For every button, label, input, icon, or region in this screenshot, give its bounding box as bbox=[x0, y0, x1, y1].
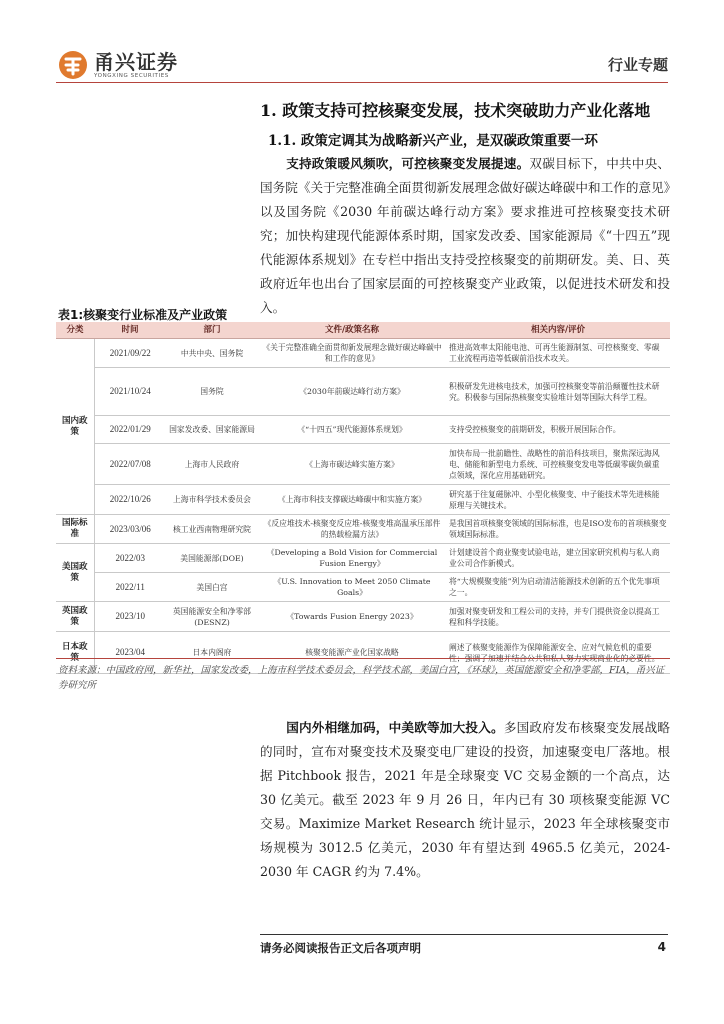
col-header-document: 文件/政策名称 bbox=[258, 322, 446, 339]
document-cell: 《上海市科技支撑碳达峰碳中和实施方案》 bbox=[258, 485, 446, 515]
document-cell: 核聚变能源产业化国家战略 bbox=[258, 632, 446, 674]
content-cell: 将“大规模聚变能”列为启动清洁能源技术创新的五个优先事项之一。 bbox=[446, 573, 670, 602]
table-row bbox=[56, 416, 670, 444]
table-row bbox=[56, 444, 670, 485]
time-cell: 2023/10 bbox=[94, 602, 166, 632]
paragraph-lead: 国内外相继加码，中美欧等加大投入。 bbox=[286, 720, 504, 735]
content-cell: 计划建设首个商业聚变试验电站，建立国家研究机构与私人商业公司合作新模式。 bbox=[446, 544, 670, 573]
document-cell: 《U.S. Innovation to Meet 2050 Climate Goals》 bbox=[258, 573, 446, 602]
content-cell: 推进高效率太阳能电池、可再生能源制氢、可控核聚变、零碳工业流程再造等低碳前沿技术攻关。 bbox=[446, 339, 670, 368]
category-cell: 美国政策 bbox=[56, 544, 94, 602]
paragraph-policy bbox=[260, 152, 670, 320]
content-cell: 研究基于往复磁脉冲、小型化核聚变、中子能技术等先进核能原理与关键技术。 bbox=[446, 485, 670, 515]
time-cell: 2022/03 bbox=[94, 544, 166, 573]
content-cell: 积极研发先进核电技术，加强可控核聚变等前沿颠覆性技术研究。积极参与国际热核聚变实验堆计划等国际大科学工程。 bbox=[446, 368, 670, 416]
policy-table bbox=[56, 322, 670, 674]
col-header-category: 分类 bbox=[56, 322, 94, 339]
department-cell: 核工业西南物理研究院 bbox=[166, 515, 258, 544]
department-cell: 英国能源安全和净零部(DESNZ) bbox=[166, 602, 258, 632]
category-cell: 国际标准 bbox=[56, 515, 94, 544]
document-cell: 《关于完整准确全面贯彻新发展理念做好碳达峰碳中和工作的意见》 bbox=[258, 339, 446, 368]
time-cell: 2021/09/22 bbox=[94, 339, 166, 368]
content-cell: 加强对聚变研发和工程公司的支持，并专门提供资金以提高工程和科学技能。 bbox=[446, 602, 670, 632]
content-cell: 阐述了核聚变能源作为保障能源安全、应对气候危机的重要性；强调了加速并结合公共和私人努力实现商业化的必要性。 bbox=[446, 632, 670, 674]
logo-chinese-name: 甬兴证券 bbox=[94, 50, 178, 74]
table-row bbox=[56, 602, 670, 632]
report-type-tag: 行业专题 bbox=[607, 56, 668, 74]
time-cell: 2022/07/08 bbox=[94, 444, 166, 485]
col-header-department: 部门 bbox=[166, 322, 258, 339]
table-bottom-rule bbox=[56, 658, 670, 659]
paragraph-body: 双碳目标下，中共中央、国务院《关于完整准确全面贯彻新发展理念做好碳达峰碳中和工作的意见》以及国务院《2030 年前碳达峰行动方案》要求推进可控核聚变技术研究；加快构建现代能源体系时期，国家发改委、国家能源局《“十四五”现代能源体系规划》在专栏中指出支持受控核聚变的前期研发。美、日、英政府近年也出台了国家层面的可控核聚变产业政策，以促进技术研发和投入。 bbox=[260, 156, 671, 315]
department-cell: 美国白宫 bbox=[166, 573, 258, 602]
col-header-time: 时间 bbox=[94, 322, 166, 339]
paragraph-lead: 支持政策暖风频吹，可控核聚变发展提速。 bbox=[286, 156, 530, 171]
time-cell: 2022/01/29 bbox=[94, 416, 166, 444]
table-header-row bbox=[56, 322, 670, 339]
paragraph-body: 多国政府发布核聚变发展战略的同时，宣布对聚变技术及聚变电厂建设的投资，加速聚变电厂落地。根据 Pitchbook 报告，2021 年是全球聚变 VC 交易金额的一个高点，达 30 亿美元。截至 2023 年 9 月 26 日，年内已有 30 项核聚变能源 VC 交易。Maximize Market Research 统计显示，2023 年全球核聚变市场规模为 3012.5 亿美元，2030 年有望达到 4965.5 亿美元，2024-2030 年 CAGR 约为 7.4%。 bbox=[260, 720, 671, 879]
content-cell: 是我国首项核聚变领域的国际标准，也是ISO发布的首项核聚变领域国际标准。 bbox=[446, 515, 670, 544]
department-cell: 国务院 bbox=[166, 368, 258, 416]
section-heading: 1. 政策支持可控核聚变发展，技术突破助力产业化落地 bbox=[260, 101, 651, 120]
page-number: 4 bbox=[657, 940, 666, 954]
footer-disclaimer: 请务必阅读报告正文后各项声明 bbox=[260, 941, 421, 955]
category-cell: 日本政策 bbox=[56, 632, 94, 674]
department-cell: 日本内阁府 bbox=[166, 632, 258, 674]
content-cell: 加快布局一批前瞻性、战略性的前沿科技项目，聚焦深远海风电、储能和新型电力系统、可控核聚变发电等低碳零碳负碳重点领域，深化应用基础研究。 bbox=[446, 444, 670, 485]
table-row bbox=[56, 573, 670, 602]
document-cell: 《反应堆技术-核聚变反应堆-核聚变堆高温承压部件的热载检漏方法》 bbox=[258, 515, 446, 544]
subsection-heading: 1.1. 政策定调其为战略新兴产业，是双碳政策重要一环 bbox=[268, 133, 598, 149]
department-cell: 上海市科学技术委员会 bbox=[166, 485, 258, 515]
time-cell: 2023/03/06 bbox=[94, 515, 166, 544]
time-cell: 2021/10/24 bbox=[94, 368, 166, 416]
content-cell: 支持受控核聚变的前期研发，积极开展国际合作。 bbox=[446, 416, 670, 444]
header-divider bbox=[56, 82, 668, 83]
category-cell: 国内政策 bbox=[56, 339, 94, 515]
col-header-content: 相关内容/评价 bbox=[446, 322, 670, 339]
document-cell: 《Developing a Bold Vision for Commercial Fusion Energy》 bbox=[258, 544, 446, 573]
table-row bbox=[56, 368, 670, 416]
time-cell: 2022/11 bbox=[94, 573, 166, 602]
document-cell: 《Towards Fusion Energy 2023》 bbox=[258, 602, 446, 632]
table-caption: 表1:核聚变行业标准及产业政策 bbox=[58, 308, 228, 322]
table-row bbox=[56, 339, 670, 368]
department-cell: 上海市人民政府 bbox=[166, 444, 258, 485]
logo-mark-icon bbox=[58, 50, 88, 80]
category-cell: 英国政策 bbox=[56, 602, 94, 632]
department-cell: 美国能源部(DOE) bbox=[166, 544, 258, 573]
department-cell: 国家发改委、国家能源局 bbox=[166, 416, 258, 444]
time-cell: 2023/04 bbox=[94, 632, 166, 674]
document-cell: 《2030年前碳达峰行动方案》 bbox=[258, 368, 446, 416]
document-cell: 《“十四五”现代能源体系规划》 bbox=[258, 416, 446, 444]
table-row bbox=[56, 544, 670, 573]
table-row bbox=[56, 485, 670, 515]
table-row bbox=[56, 515, 670, 544]
paragraph-investment bbox=[260, 716, 670, 884]
document-cell: 《上海市碳达峰实施方案》 bbox=[258, 444, 446, 485]
table-source-note: 资料来源：中国政府网，新华社，国家发改委，上海市科学技术委员会，科学技术部，美国白宫，《环球》，英国能源安全和净零部，FIA，甬兴证券研究所 bbox=[58, 665, 665, 691]
footer-divider bbox=[260, 934, 668, 935]
company-logo bbox=[58, 50, 178, 80]
logo-english-name: YONGXING SECURITIES bbox=[94, 73, 169, 79]
time-cell: 2022/10/26 bbox=[94, 485, 166, 515]
department-cell: 中共中央、国务院 bbox=[166, 339, 258, 368]
